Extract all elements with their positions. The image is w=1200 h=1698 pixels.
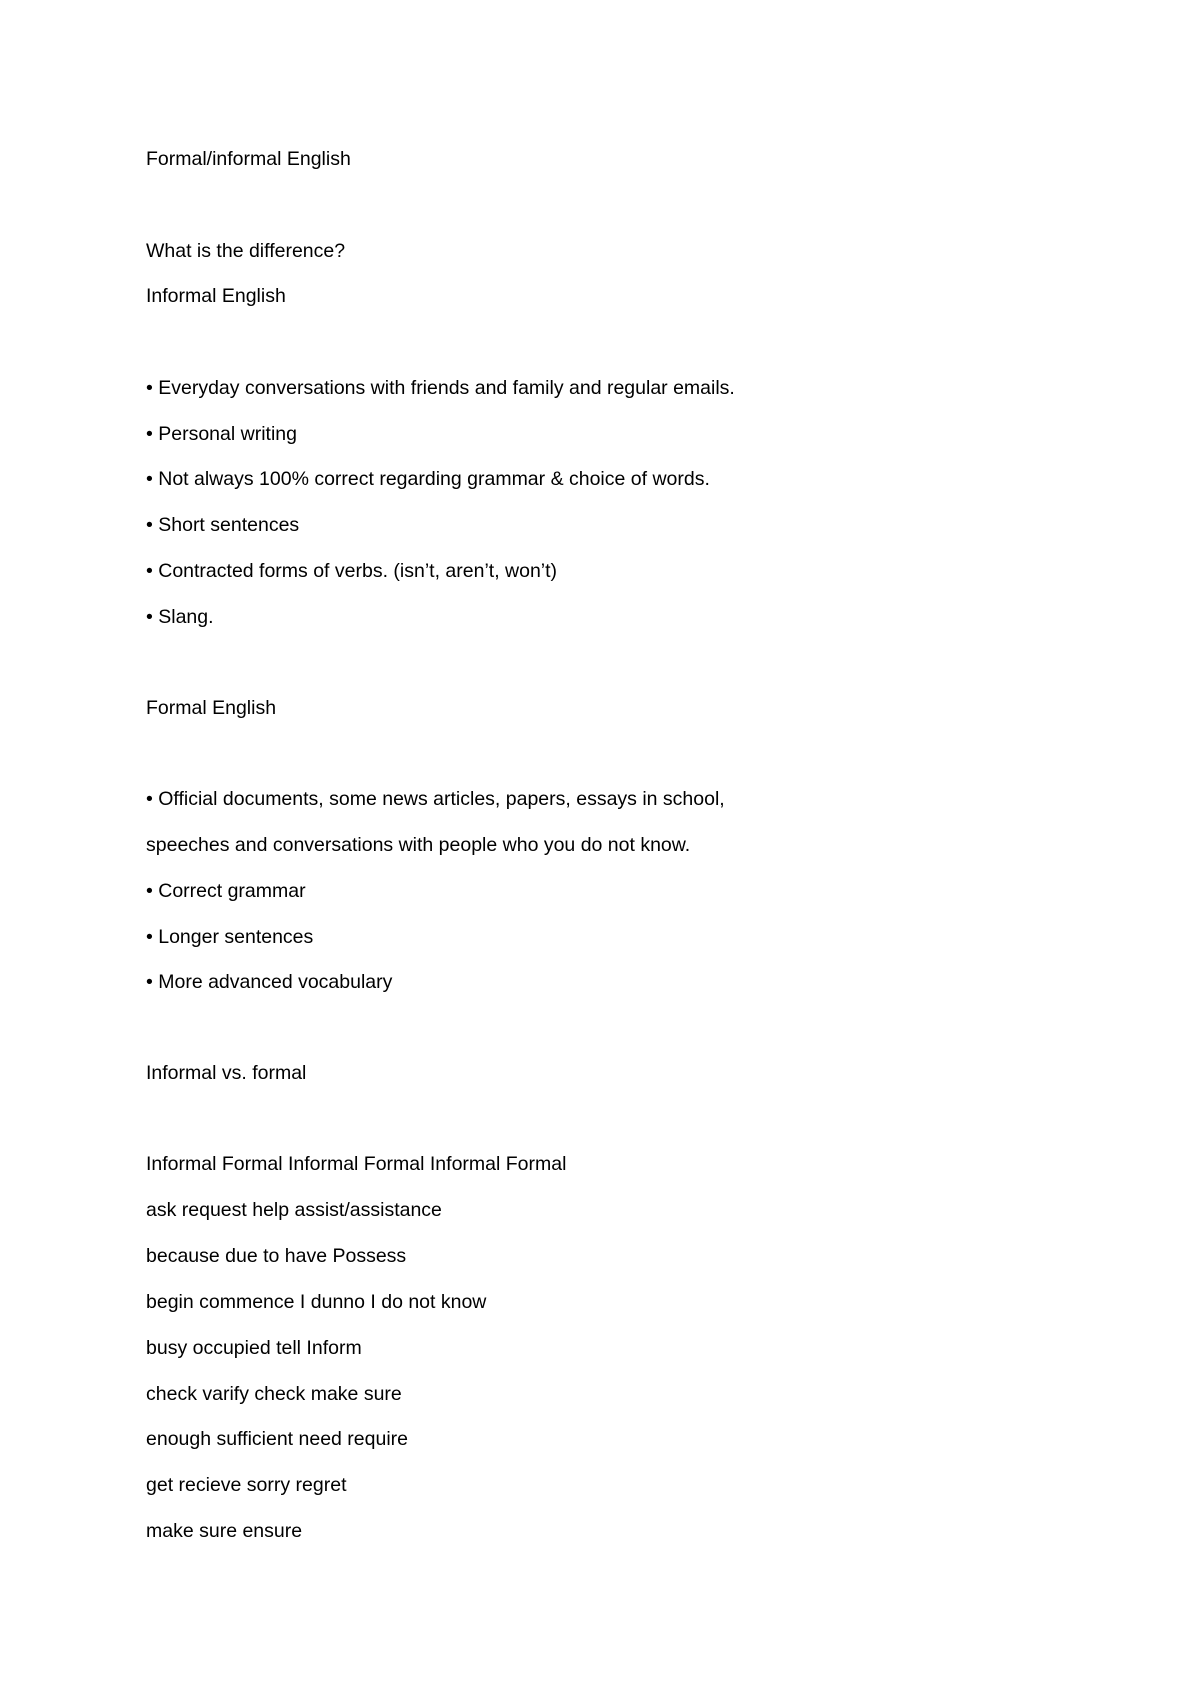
formal-heading: Formal English: [146, 697, 277, 719]
formal-point: speeches and conversations with people who you do not know.: [146, 834, 691, 856]
informal-point: • Contracted forms of verbs. (isn’t, aren’t, won’t): [146, 560, 558, 582]
formal-point: • Longer sentences: [146, 926, 314, 948]
table-header-line: Informal Formal Informal Formal Informal Formal: [146, 1153, 567, 1175]
table-row-line: ask request help assist/assistance: [146, 1199, 442, 1221]
informal-point: • Not always 100% correct regarding grammar & choice of words.: [146, 468, 710, 490]
table-row-line: busy occupied tell Inform: [146, 1337, 362, 1359]
formal-point: • More advanced vocabulary: [146, 971, 393, 993]
table-row-line: enough sufficient need require: [146, 1428, 409, 1450]
formal-point: • Correct grammar: [146, 880, 306, 902]
informal-point: • Personal writing: [146, 423, 297, 445]
informal-heading: Informal English: [146, 285, 286, 307]
table-row-line: make sure ensure: [146, 1520, 303, 1542]
table-row-line: check varify check make sure: [146, 1383, 402, 1405]
document-title: Formal/informal English: [146, 148, 351, 170]
formal-point: • Official documents, some news articles, papers, essays in school,: [146, 788, 725, 810]
informal-point: • Short sentences: [146, 514, 300, 536]
informal-point: • Everyday conversations with friends and family and regular emails.: [146, 377, 735, 399]
informal-point: • Slang.: [146, 606, 214, 628]
table-row-line: begin commence I dunno I do not know: [146, 1291, 487, 1313]
table-row-line: get recieve sorry regret: [146, 1474, 347, 1496]
question-text: What is the difference?: [146, 240, 346, 262]
table-row-line: because due to have Possess: [146, 1245, 407, 1267]
comparison-heading: Informal vs. formal: [146, 1062, 307, 1084]
